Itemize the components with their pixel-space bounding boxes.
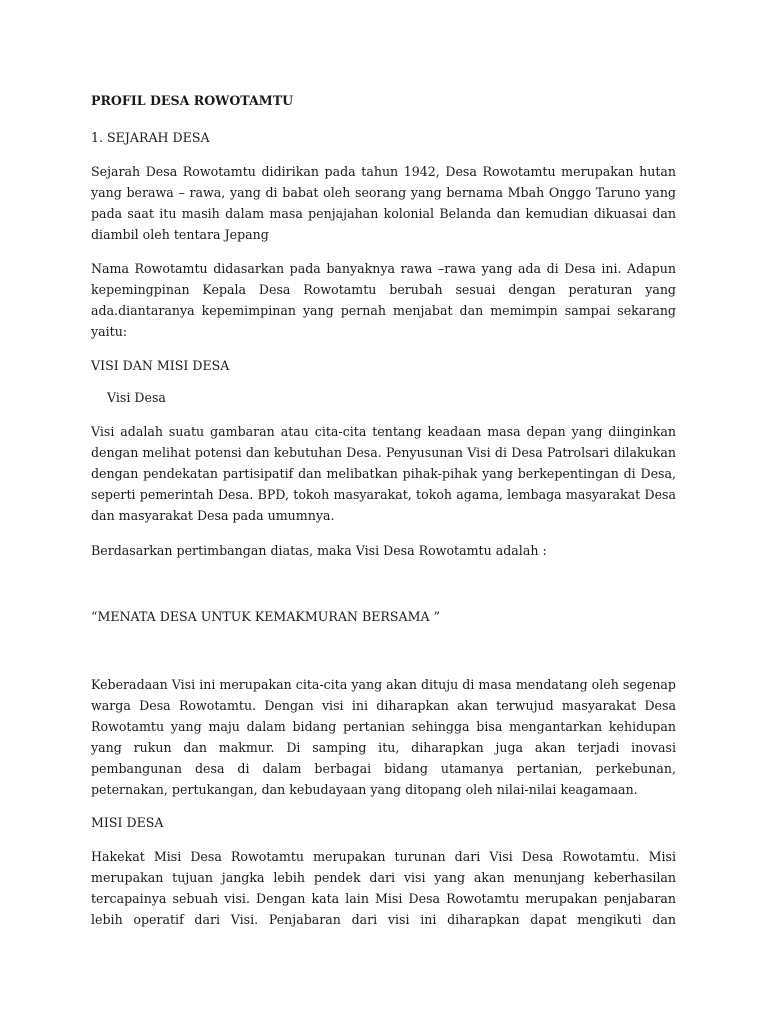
paragraph-line: Sejarah Desa Rowotamtu didirikan pada tahun 1942, Desa Rowotamtu merupakan hutan: [91, 164, 676, 179]
section-heading-visi-misi: VISI DAN MISI DESA: [91, 358, 230, 373]
paragraph-line: Visi adalah suatu gambaran atau cita-cita tentang keadaan masa depan yang diinginkan: [91, 424, 676, 439]
paragraph-line: Rowotamtu yang maju dalam bidang pertanian sehingga bisa mengantarkan kehidupan: [91, 719, 676, 734]
paragraph-line: yang rukun dan makmur. Di samping itu, diharapkan juga akan terjadi inovasi: [91, 740, 676, 755]
paragraph-line: pada saat itu masih dalam masa penjajahan kolonial Belanda dan kemudian dikuasai dan: [91, 206, 676, 221]
paragraph-line: yang berawa – rawa, yang di babat oleh seorang yang bernama Mbah Onggo Taruno yang: [91, 185, 676, 200]
paragraph-line: Nama Rowotamtu didasarkan pada banyaknya rawa –rawa yang ada di Desa ini. Adapun: [91, 261, 676, 276]
paragraph-line: dan masyarakat Desa pada umumnya.: [91, 508, 335, 523]
subheading-visi: Visi Desa: [107, 390, 166, 405]
paragraph-line: diambil oleh tentara Jepang: [91, 227, 269, 242]
paragraph-line: peternakan, pertukangan, dan kebudayaan yang ditopang oleh nilai-nilai keagamaan.: [91, 782, 638, 797]
section-heading-misi: MISI DESA: [91, 815, 164, 830]
paragraph-line: seperti pemerintah Desa. BPD, tokoh masyarakat, tokoh agama, lembaga masyarakat Desa: [91, 487, 676, 502]
visi-statement: “MENATA DESA UNTUK KEMAKMURAN BERSAMA ”: [91, 609, 441, 624]
document-title: PROFIL DESA ROWOTAMTU: [91, 93, 294, 108]
paragraph-line: ada.diantaranya kepemimpinan yang pernah menjabat dan memimpin sampai sekarang: [91, 303, 676, 318]
paragraph-line: kepemingpinan Kepala Desa Rowotamtu berubah sesuai dengan peraturan yang: [91, 282, 676, 297]
visi-intro: Berdasarkan pertimbangan diatas, maka Visi Desa Rowotamtu adalah :: [91, 543, 547, 558]
paragraph-line: Hakekat Misi Desa Rowotamtu merupakan turunan dari Visi Desa Rowotamtu. Misi: [91, 849, 676, 864]
paragraph-line: yaitu:: [91, 324, 128, 339]
section-heading-sejarah: 1. SEJARAH DESA: [91, 130, 210, 145]
paragraph-line: dengan pendekatan partisipatif dan melibatkan pihak-pihak yang berkepentingan di Desa,: [91, 466, 676, 481]
paragraph-line: Keberadaan Visi ini merupakan cita-cita yang akan dituju di masa mendatang oleh segenap: [91, 677, 676, 692]
paragraph-line: lebih operatif dari Visi. Penjabaran dari visi ini diharapkan dapat mengikuti dan: [91, 912, 676, 927]
paragraph-line: pembangunan desa di dalam berbagai bidang utamanya pertanian, perkebunan,: [91, 761, 676, 776]
paragraph-line: merupakan tujuan jangka lebih pendek dari visi yang akan menunjang keberhasilan: [91, 870, 676, 885]
paragraph-line: tercapainya sebuah visi. Dengan kata lain Misi Desa Rowotamtu merupakan penjabaran: [91, 891, 676, 906]
paragraph-line: dengan melihat potensi dan kebutuhan Desa. Penyusunan Visi di Desa Patrolsari dilakukan: [91, 445, 676, 460]
paragraph-line: warga Desa Rowotamtu. Dengan visi ini diharapkan akan terwujud masyarakat Desa: [91, 698, 676, 713]
